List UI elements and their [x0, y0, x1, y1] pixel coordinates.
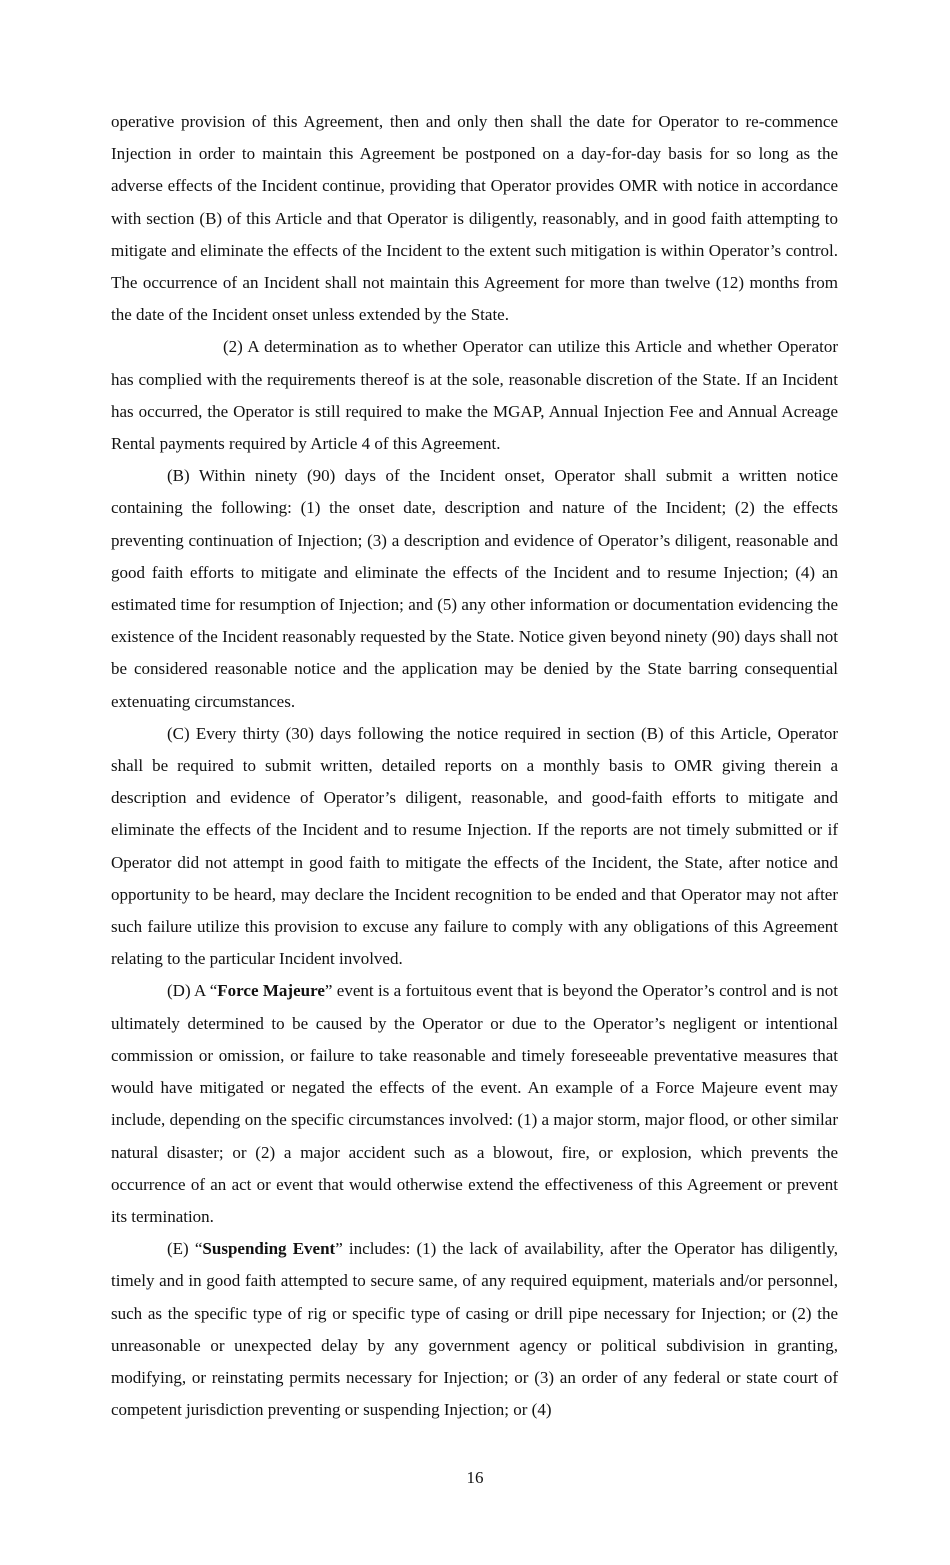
paragraph-determination: (2) A determination as to whether Operator can utilize this Article and whether Operator has complied with the requirements thereof is at the sole, reasonable discretion of the State. If an Incident has occurred, the Operator is still required to make the MGAP, Annual Injection Fee and Annual Acreage Rental payments required by Article 4 of this Agreement. [111, 337, 838, 454]
paragraph-section-b-notice: (B) Within ninety (90) days of the Incident onset, Operator shall submit a written notice containing the following: (1) the onset date, description and nature of the Incident; (2) the effects preventing continuation of Injection; (3) a description and evidence of Operator’s diligent, reasonable and good faith efforts to mitigate and eliminate the effects of the Incident and to resume Injection; (4) an estimated time for resumption of Injection; and (5) any other information or documentation evidencing the existence of the Incident reasonably requested by the State. Notice given beyond ninety (90) days shall not be considered reasonable notice and the application may be denied by the State barring consequential extenuating circumstances. [111, 466, 838, 711]
document-page [111, 106, 838, 1426]
force-majeure-body: ” event is a fortuitous event that is beyond the Operator’s control and is not ultimately determined to be caused by the Operator or due to the Operator’s negligent or intentional commission or omission, or failure to take reasonable and timely foreseeable preventative measures that would have mitigated or negated the effects of the event. An example of a Force Majeure event may include, depending on the specific circumstances involved: (1) a major storm, major flood, or other similar natural disaster; or (2) a major accident such as a blowout, fire, or explosion, which prevents the occurrence of an act or event that would otherwise extend the effectiveness of this Agreement or prevent its termination. [111, 981, 839, 1226]
force-majeure-term: Force Majeure [217, 981, 325, 1001]
force-majeure-prefix: (D) A “ [167, 981, 218, 1001]
suspending-event-body: ” includes: (1) the lack of availability, after the Operator has diligently, timely and in good faith attempted to secure same, of any required equipment, materials and/or personnel, such as the specific type of rig or specific type of casing or drill pipe necessary for Injection; or (2) the unreasonable or unexpected delay by any government agency or political subdivision in granting, modifying, or reinstating permits necessary for Injection; or (3) an order of any federal or state court of competent jurisdiction preventing or suspending Injection; or (4) [111, 1239, 838, 1420]
suspending-event-prefix: (E) “ [167, 1239, 203, 1259]
paragraph-incident-postponement: operative provision of this Agreement, then and only then shall the date for Operator to re-commence Injection in order to maintain this Agreement be postponed on a day-for-day basis for so long as the adverse effects of the Incident continue, providing that Operator provides OMR with notice in accordance with section (B) of this Article and that Operator is diligently, reasonably, and in good faith attempting to mitigate and eliminate the effects of the Incident to the extent such mitigation is within Operator’s control. The occurrence of an Incident shall not maintain this Agreement for more than twelve (12) months from the date of the Incident onset unless extended by the State. [111, 112, 838, 325]
page-number: 16 [466, 1468, 484, 1487]
suspending-event-term: Suspending Event [202, 1239, 336, 1259]
paragraph-section-c-reports: (C) Every thirty (30) days following the notice required in section (B) of this Article, Operator shall be required to submit written, detailed reports on a monthly basis to OMR giving therein a description and evidence of Operator’s diligent, reasonable, and good-faith efforts to mitigate and eliminate the effects of the Incident and to resume Injection. If the reports are not timely submitted or if Operator did not attempt in good faith to mitigate the effects of the Incident, the State, after notice and opportunity to be heard, may declare the Incident recognition to be ended and that Operator may not after such failure utilize this provision to excuse any failure to comply with any obligations of this Agreement relating to the particular Incident involved. [111, 723, 838, 969]
paragraph-section-e-suspending-event [111, 1233, 838, 1426]
paragraph-section-d-force-majeure [111, 975, 838, 1233]
